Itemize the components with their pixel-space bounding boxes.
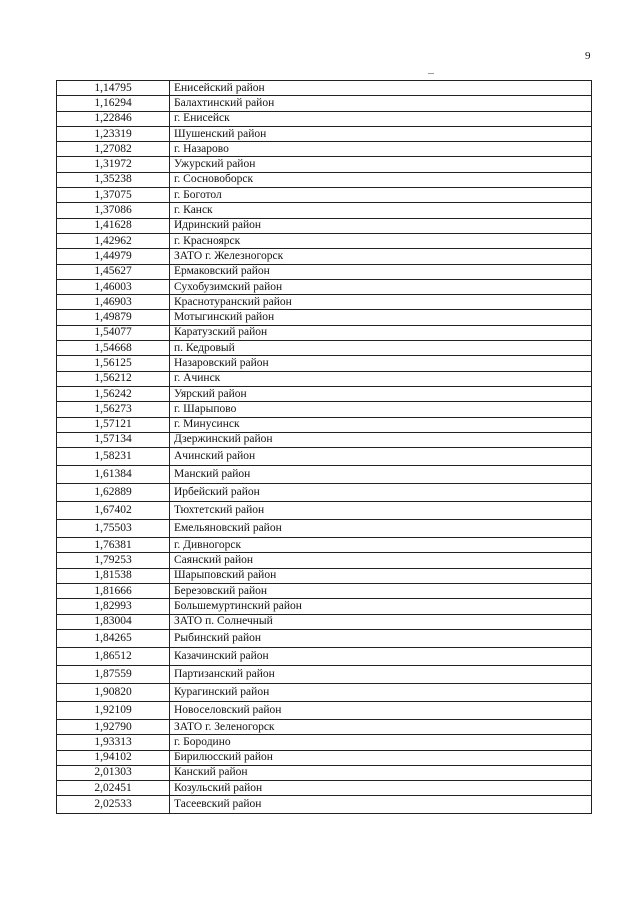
municipality-cell: Дзержинский район (170, 432, 592, 447)
table-row (57, 157, 592, 172)
table-row (57, 402, 592, 417)
coefficient-cell: 2,01303 (57, 765, 170, 780)
municipality-cell: Козульский район (170, 781, 592, 796)
municipality-cell: Большемуртинский район (170, 599, 592, 614)
municipality-cell: Уярский район (170, 386, 592, 401)
municipality-cell: ЗАТО п. Солнечный (170, 614, 592, 629)
coefficient-cell: 1,46903 (57, 295, 170, 310)
table-row (57, 796, 592, 814)
municipality-cell: ЗАТО г. Железногорск (170, 249, 592, 264)
coefficient-cell: 1,56242 (57, 386, 170, 401)
municipality-cell: Ужурский район (170, 157, 592, 172)
coefficient-cell: 1,54668 (57, 341, 170, 356)
municipality-cell: Шарыповский район (170, 568, 592, 583)
table-row (57, 584, 592, 599)
coefficient-cell: 1,49879 (57, 310, 170, 325)
coefficient-cell: 2,02451 (57, 781, 170, 796)
table-row (57, 81, 592, 96)
table-row (57, 502, 592, 520)
coefficient-cell: 1,92790 (57, 719, 170, 734)
coefficient-cell: 1,83004 (57, 614, 170, 629)
coefficient-cell: 1,93313 (57, 735, 170, 750)
coefficient-cell: 1,35238 (57, 172, 170, 187)
table-row (57, 750, 592, 765)
table-row (57, 203, 592, 218)
table-row (57, 719, 592, 734)
table-row (57, 701, 592, 719)
coefficient-cell: 1,87559 (57, 665, 170, 683)
municipality-cell: Тюхтетский район (170, 502, 592, 520)
municipality-cell: Мотыгинский район (170, 310, 592, 325)
municipality-cell: г. Ачинск (170, 371, 592, 386)
table-body (57, 81, 592, 814)
municipality-cell: г. Шарыпово (170, 402, 592, 417)
coefficient-cell: 1,14795 (57, 81, 170, 96)
coefficient-cell: 1,79253 (57, 553, 170, 568)
table-row (57, 484, 592, 502)
table-row (57, 599, 592, 614)
table-row (57, 371, 592, 386)
coefficient-cell: 1,31972 (57, 157, 170, 172)
coefficient-cell: 1,84265 (57, 629, 170, 647)
coefficient-cell: 1,81666 (57, 584, 170, 599)
table-row (57, 432, 592, 447)
municipality-cell: Тасеевский район (170, 796, 592, 814)
coefficient-cell: 1,57134 (57, 432, 170, 447)
coefficient-cell: 1,46003 (57, 279, 170, 294)
table-row (57, 629, 592, 647)
coefficient-cell: 1,82993 (57, 599, 170, 614)
coefficient-cell: 1,76381 (57, 538, 170, 553)
municipality-cell: г. Минусинск (170, 417, 592, 432)
coefficient-cell: 1,56125 (57, 356, 170, 371)
coefficient-cell: 1,27082 (57, 142, 170, 157)
table-row (57, 386, 592, 401)
table-row (57, 310, 592, 325)
table-row (57, 295, 592, 310)
coefficient-cell: 1,90820 (57, 683, 170, 701)
table-row (57, 765, 592, 780)
coefficient-cell: 1,57121 (57, 417, 170, 432)
table-row (57, 448, 592, 466)
table-row (57, 172, 592, 187)
table-row (57, 188, 592, 203)
coefficient-cell: 1,41628 (57, 218, 170, 233)
table-row (57, 279, 592, 294)
coefficient-cell: 1,58231 (57, 448, 170, 466)
table-row (57, 520, 592, 538)
table-row (57, 126, 592, 141)
coefficient-cell: 1,92109 (57, 701, 170, 719)
municipality-cell: п. Кедровый (170, 341, 592, 356)
municipality-cell: Ермаковский район (170, 264, 592, 279)
table-row (57, 96, 592, 111)
coefficient-cell: 1,37086 (57, 203, 170, 218)
municipality-cell: Саянский район (170, 553, 592, 568)
municipality-cell: Сухобузимский район (170, 279, 592, 294)
table-row (57, 417, 592, 432)
coefficient-cell: 1,61384 (57, 466, 170, 484)
page-number: 9 (585, 50, 591, 62)
municipality-cell: Березовский район (170, 584, 592, 599)
table-row (57, 233, 592, 248)
municipality-cell: Ирбейский район (170, 484, 592, 502)
municipality-cell: г. Дивногорск (170, 538, 592, 553)
scan-mark (428, 73, 434, 74)
municipality-cell: Бирилюсский район (170, 750, 592, 765)
table-row (57, 735, 592, 750)
municipality-cell: Канский район (170, 765, 592, 780)
municipality-cell: ЗАТО г. Зеленогорск (170, 719, 592, 734)
municipality-cell: Новоселовский район (170, 701, 592, 719)
table-row (57, 264, 592, 279)
municipality-cell: Балахтинский район (170, 96, 592, 111)
municipality-cell: Идринский район (170, 218, 592, 233)
municipality-cell: г. Енисейск (170, 111, 592, 126)
coefficient-cell: 1,56212 (57, 371, 170, 386)
coefficient-cell: 1,75503 (57, 520, 170, 538)
municipality-cell: г. Красноярск (170, 233, 592, 248)
table-row (57, 325, 592, 340)
table-row (57, 538, 592, 553)
coefficient-table (56, 80, 592, 814)
coefficient-cell: 1,81538 (57, 568, 170, 583)
table-row (57, 111, 592, 126)
table-row (57, 647, 592, 665)
municipality-cell: Курагинский район (170, 683, 592, 701)
municipality-cell: Шушенский район (170, 126, 592, 141)
municipality-cell: г. Бородино (170, 735, 592, 750)
coefficient-cell: 1,86512 (57, 647, 170, 665)
coefficient-cell: 1,23319 (57, 126, 170, 141)
table-row (57, 249, 592, 264)
municipality-cell: Каратузский район (170, 325, 592, 340)
municipality-cell: г. Канск (170, 203, 592, 218)
municipality-cell: г. Сосновоборск (170, 172, 592, 187)
municipality-cell: Рыбинский район (170, 629, 592, 647)
municipality-cell: Емельяновский район (170, 520, 592, 538)
municipality-cell: Ачинский район (170, 448, 592, 466)
coefficient-cell: 1,62889 (57, 484, 170, 502)
coefficient-cell: 1,67402 (57, 502, 170, 520)
municipality-cell: Назаровский район (170, 356, 592, 371)
coefficient-cell: 1,45627 (57, 264, 170, 279)
table-row (57, 341, 592, 356)
municipality-cell: Манский район (170, 466, 592, 484)
municipality-cell: Казачинский район (170, 647, 592, 665)
coefficient-cell: 1,44979 (57, 249, 170, 264)
table-row (57, 781, 592, 796)
coefficient-cell: 1,22846 (57, 111, 170, 126)
coefficient-cell: 1,37075 (57, 188, 170, 203)
table-row (57, 665, 592, 683)
coefficient-cell: 1,42962 (57, 233, 170, 248)
municipality-cell: г. Назарово (170, 142, 592, 157)
municipality-cell: Енисейский район (170, 81, 592, 96)
coefficient-cell: 1,94102 (57, 750, 170, 765)
table-row (57, 614, 592, 629)
table-row (57, 683, 592, 701)
table-row (57, 553, 592, 568)
coefficient-cell: 1,16294 (57, 96, 170, 111)
table-row (57, 568, 592, 583)
coefficient-cell: 1,56273 (57, 402, 170, 417)
table-row (57, 356, 592, 371)
municipality-cell: Краснотуранский район (170, 295, 592, 310)
coefficient-cell: 1,54077 (57, 325, 170, 340)
table-row (57, 218, 592, 233)
municipality-cell: г. Боготол (170, 188, 592, 203)
table-row (57, 142, 592, 157)
table-row (57, 466, 592, 484)
municipality-cell: Партизанский район (170, 665, 592, 683)
coefficient-cell: 2,02533 (57, 796, 170, 814)
